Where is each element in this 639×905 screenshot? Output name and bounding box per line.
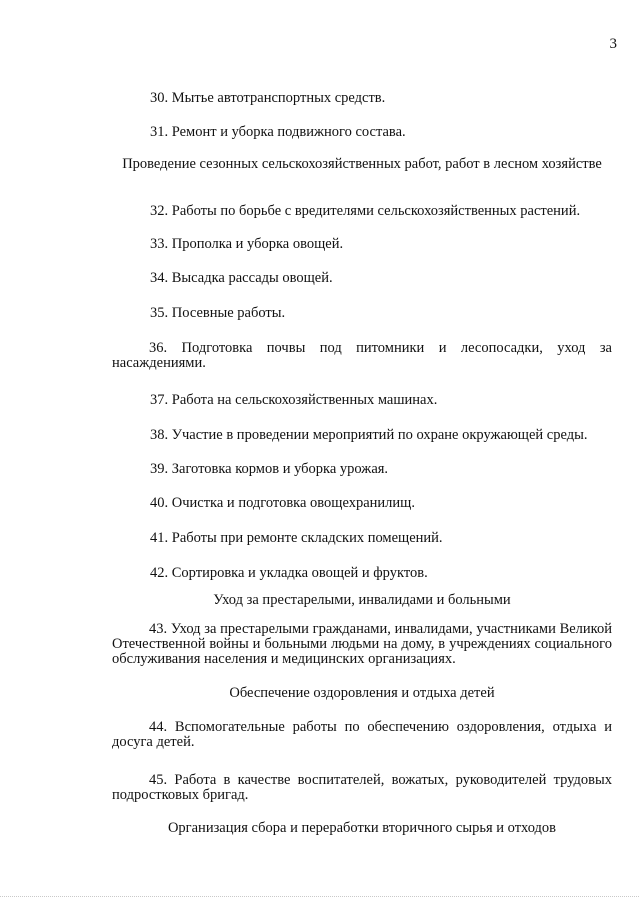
list-item-45: 45. Работа в качестве воспитателей, вожатых, руководителей трудовых подростковых бригад. — [112, 772, 612, 803]
section-heading-agriculture: Проведение сезонных сельскохозяйственных работ, работ в лесном хозяйстве — [122, 156, 602, 172]
list-item-40: 40. Очистка и подготовка овощехранилищ. — [150, 495, 415, 511]
section-heading-recycling: Организация сбора и переработки вторичного сырья и отходов — [167, 820, 557, 836]
list-item-44: 44. Вспомогательные работы по обеспечению оздоровления, отдыха и досуга детей. — [112, 719, 612, 750]
list-item-35: 35. Посевные работы. — [150, 305, 286, 321]
section-heading-children-rest: Обеспечение оздоровления и отдыха детей — [229, 685, 495, 701]
section-heading-elderly-care: Уход за престарелыми, инвалидами и больными — [213, 592, 511, 608]
page-number: 3 — [609, 36, 617, 52]
list-item-31: 31. Ремонт и уборка подвижного состава. — [150, 124, 406, 140]
list-item-30: 30. Мытье автотранспортных средств. — [150, 90, 386, 106]
list-item-34: 34. Высадка рассады овощей. — [150, 270, 333, 286]
list-item-36: 36. Подготовка почвы под питомники и лесопосадки, уход за насаждениями. — [112, 340, 612, 371]
list-item-32: 32. Работы по борьбе с вредителями сельскохозяйственных растений. — [150, 203, 581, 219]
list-item-39: 39. Заготовка кормов и уборка урожая. — [150, 461, 389, 477]
list-item-33: 33. Прополка и уборка овощей. — [150, 236, 344, 252]
list-item-42: 42. Сортировка и укладка овощей и фруктов. — [150, 565, 428, 581]
list-item-37: 37. Работа на сельскохозяйственных машинах. — [150, 392, 438, 408]
list-item-41: 41. Работы при ремонте складских помещений. — [150, 530, 443, 546]
list-item-43: 43. Уход за престарелыми гражданами, инвалидами, участниками Великой Отечественной войны и больными людьми на дому, в учреждениях социального обслуживания населения и медицинских организациях. — [112, 621, 612, 667]
scan-edge-line — [0, 896, 639, 897]
list-item-38: 38. Участие в проведении мероприятий по охране окружающей среды. — [150, 427, 588, 443]
